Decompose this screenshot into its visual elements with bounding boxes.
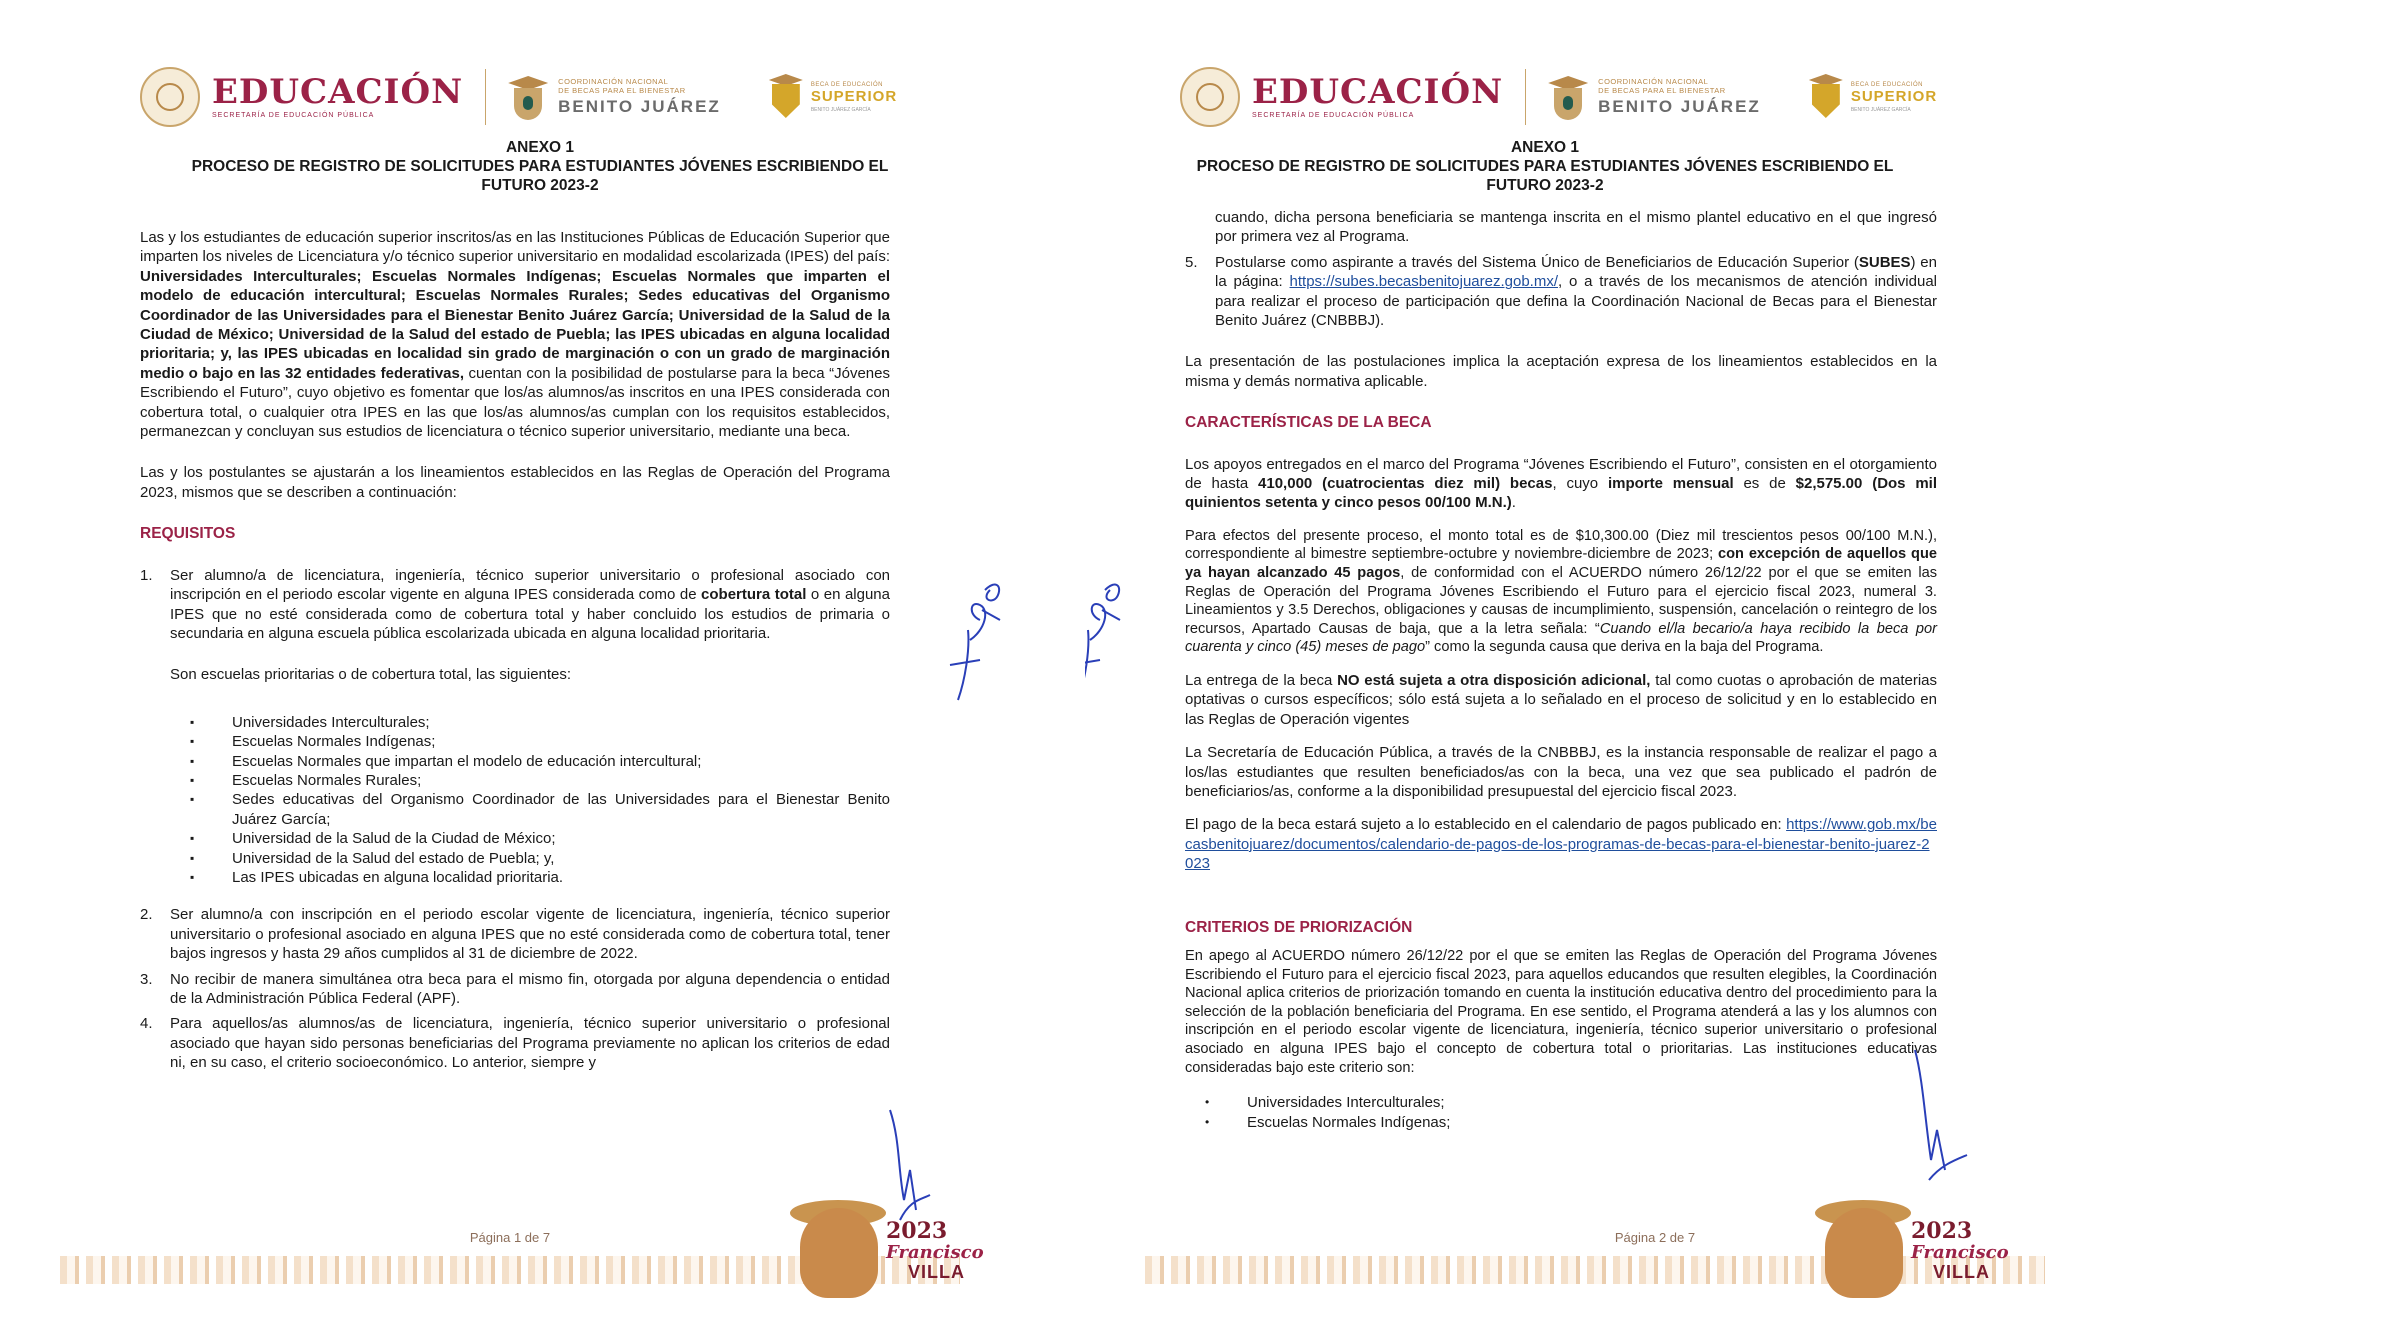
feature-text: , cuyo	[1552, 475, 1608, 493]
feature-text: , de conformidad con el ACUERDO número 26/12/22 por el que se emiten las Reglas de Operación del Programa Jóvenes Escribiendo el Futuro para el ejercicio fiscal 2023, numeral 3. Lineamientos y 3.5 Derechos, obligaciones y causas de incumplimiento, suspensión, cancelación o reintegro de los recursos, Apartado Causas de baja, que a la letra señala: “	[1185, 565, 1938, 637]
feature-bold: NO está sujeta a otra disposición adicional,	[1337, 672, 1651, 690]
requirement-4	[140, 1014, 890, 1072]
school-list-item: ▪ Sedes educativas del Organismo Coordinador de las Universidades para el Bienestar Benito Juárez García;	[190, 790, 890, 829]
feature-text: La entrega de la beca	[1185, 672, 1338, 690]
sep-logo-subtitle: SECRETARÍA DE EDUCACIÓN PÚBLICA	[1252, 112, 1415, 119]
school-list-item: ▪ Universidades Interculturales;	[190, 713, 890, 732]
document-title	[0, 138, 1080, 195]
cnbbbj-logo	[1598, 77, 1761, 117]
priorizacion-paragraph: En apego al ACUERDO número 26/12/22 por el que se emiten las Reglas de Operación del Programa Jóvenes Escribiendo el Futuro para el ejercicio fiscal 2023, para aquellos educandos que resulten elegibles, la Coordinación Nacional aplica criterios de priorización tomando en cuenta la institución educativa dentro del procedimiento para la selección de la población beneficiaria del Programa. En ese sentido, el Programa atenderá a las y los alumnos con inscripción en el periodo escolar vigente de licenciatura, ingeniería, técnico superior universitario o profesional asociado en alguna IPES bajo el concepto de cobertura total o prioritarias. Las instituciones educativas consideradas bajo este criterio son:	[1185, 948, 1937, 1076]
intro-text: Las y los estudiantes de educación superior inscritos/as en las Instituciones Públicas de Educación Superior que imparten los niveles de Licenciatura y/o técnico superior universitario en modalidad escolarizada (IPES) del país:	[140, 229, 890, 266]
logo-divider	[485, 69, 486, 125]
superior-line3: BENITO JUÁREZ GARCÍA	[1850, 106, 1911, 113]
feature-quote: Cuando el/la becario/a haya recibido la beca por cuarenta y cinco (45) meses de pago	[1185, 620, 1937, 656]
logo-divider	[1525, 69, 1526, 125]
cnbbbj-line1: COORDINACIÓN NACIONAL	[558, 77, 669, 86]
feature-text: El pago de la beca estará sujeto a lo establecido en el calendario de pagos publicado en:	[1185, 816, 1787, 834]
rules-paragraph: Las y los postulantes se ajustarán a los lineamientos establecidos en las Reglas de Operación del Programa 2023, mismos que se describen a continuación:	[140, 464, 890, 501]
feature-bold: importe mensual	[1607, 475, 1734, 493]
priorizacion-heading: CRITERIOS DE PRIORIZACIÓN	[1185, 918, 1413, 936]
graduation-shield-icon	[1548, 72, 1588, 122]
requirement-text: Ser alumno/a de licenciatura, ingeniería, técnico superior universitario o profesional asociado con inscripción en el periodo escolar vigente en alguna IPES considerada como de	[170, 566, 890, 604]
sep-logo	[1252, 72, 1504, 119]
requirement-text: Postularse como aspirante a través del Sistema Único de Beneficiarios de Educación Superior (	[1215, 253, 1859, 271]
school-list-item: ▪ Las IPES ubicadas en alguna localidad prioritaria.	[190, 868, 890, 887]
cnbbbj-name: BENITO JUÁREZ	[558, 97, 721, 116]
school-list-item: ▪ Universidad de la Salud del estado de Puebla; y,	[190, 849, 890, 868]
document-title	[1085, 138, 2085, 195]
sep-logo-subtitle: SECRETARÍA DE EDUCACIÓN PÚBLICA	[212, 112, 375, 119]
feature-bold: $2,575.00 (Dos mil quinientos setenta y cinco pesos 00/100 M.N.)	[1185, 475, 1938, 512]
school-list-item: ▪ Universidad de la Salud de la Ciudad de México;	[190, 829, 890, 848]
requirement-number: 1.	[140, 566, 153, 584]
superior-name: SUPERIOR	[810, 87, 898, 105]
cnbbbj-name: BENITO JUÁREZ	[1598, 97, 1761, 116]
priority-list-item: • Universidades Interculturales;	[1205, 1093, 1937, 1112]
villa-portrait-icon	[800, 1208, 878, 1298]
feature-bold: con excepción de aquellos que ya hayan alcanzado 45 pagos	[1185, 546, 1937, 582]
annex-label: ANEXO 1	[505, 139, 575, 156]
sep-logo	[212, 72, 464, 119]
header-logos	[1180, 62, 1937, 132]
feature-text: .	[1511, 494, 1516, 512]
subes-link[interactable]: https://subes.becasbenitojuarez.gob.mx/	[1289, 273, 1559, 291]
document-page-2	[1085, 0, 2165, 1320]
page-number: Página 2 de 7	[1614, 1230, 1696, 1245]
page1-body	[140, 228, 890, 1079]
page-number: Página 1 de 7	[469, 1230, 551, 1245]
intro-text-2: cuentan con la posibilidad de postularse para la beca “Jóvenes Escribiendo el Futuro”, cuyo objetivo es fomentar que los/as alumnos/as inscritos en una IPES considerada con cobertura total, o cualquier otra IPES en las que los/as alumnos/as cumplan con los requisitos establecidos, permanezcan y concluyan sus estudios de licenciatura o técnico superior universitario, mediante una beca.	[140, 364, 890, 441]
school-list-item: ▪ Escuelas Normales que impartan el modelo de educación intercultural;	[190, 752, 890, 771]
superior-name: SUPERIOR	[1850, 87, 1938, 105]
superior-line1: BECA DE EDUCACIÓN	[1850, 81, 1923, 88]
requirement-bold: cobertura total	[701, 586, 807, 604]
page2-body	[1185, 208, 1937, 1132]
sep-logo-title: EDUCACIÓN	[1252, 72, 1504, 112]
feature-bold: 410,000 (cuatrocientas diez mil) becas	[1258, 475, 1553, 493]
cnbbbj-line2: DE BECAS PARA EL BIENESTAR	[558, 86, 686, 95]
superior-line3: BENITO JUÁREZ GARCÍA	[810, 106, 871, 113]
title-line2: FUTURO 2023-2	[481, 177, 599, 194]
requirement-number: 3.	[140, 970, 153, 988]
requirement-3	[140, 970, 890, 1009]
intro-bold: Universidades Interculturales; Escuelas Normales Indígenas; Escuelas Normales que imparten el modelo de educación intercultural; Escuelas Normales Rurales; Sedes educativas del Organismo Coordinador de las Universidades para el Bienestar Benito Juárez García; Universidad de la Salud de la Ciudad de México; Universidad de la Salud del estado de Puebla; las IPES ubicadas en alguna localidad prioritaria; y, las IPES ubicadas en localidad sin grado de marginación o con un grado de marginación medio o bajo en las 32 entidades federativas,	[140, 267, 890, 382]
title-line1: PROCESO DE REGISTRO DE SOLICITUDES PARA ESTUDIANTES JÓVENES ESCRIBIENDO EL	[191, 158, 889, 175]
requirement-text: , o a través de los mecanismos de atención individual para realizar el proceso de participación que defina la Coordinación Nacional de Becas para el Bienestar Benito Juárez (CNBBBJ).	[1215, 273, 1937, 330]
feature-text: es de	[1733, 475, 1796, 493]
title-line2: FUTURO 2023-2	[1486, 177, 1604, 194]
superior-logo	[1851, 82, 1937, 113]
intro-paragraph	[140, 228, 890, 441]
school-list-item: ▪ Escuelas Normales Indígenas;	[190, 732, 890, 751]
requirement-number: 4.	[140, 1015, 153, 1033]
margin-initials-signature	[1085, 560, 1140, 720]
requirement-4-continued: cuando, dicha persona beneficiaria se mantenga inscrita en el mismo plantel educativo en el que ingresó por primera vez al Programa.	[1215, 209, 1937, 246]
title-line1: PROCESO DE REGISTRO DE SOLICITUDES PARA ESTUDIANTES JÓVENES ESCRIBIENDO EL	[1196, 158, 1894, 175]
cnbbbj-line2: DE BECAS PARA EL BIENESTAR	[1598, 86, 1726, 95]
emblem-name: Francisco	[886, 1242, 984, 1263]
schools-list	[190, 713, 890, 888]
feature-paragraph-4: La Secretaría de Educación Pública, a través de la CNBBBJ, es la instancia responsable de realizar el pago a los/las estudiantes que resulten beneficiados/as con la beca, una vez que sea publicado el padrón de beneficiarios/as, conforme a la disponibilidad presupuestal del ejercicio fiscal 2023.	[1185, 744, 1937, 801]
feature-paragraph-1	[1185, 455, 1937, 513]
emblem-surname: VILLA	[1933, 1262, 1990, 1282]
emblem-name: Francisco	[1911, 1242, 2009, 1263]
header-logos	[140, 62, 897, 132]
feature-paragraph-3	[1185, 671, 1937, 729]
document-page-1	[0, 0, 1080, 1320]
emblem-year: 2023	[1911, 1218, 1973, 1244]
emblem-year: 2023	[886, 1218, 948, 1244]
superior-logo	[811, 82, 897, 113]
feature-text: ” como la segunda causa que deriva en la baja del Programa.	[1425, 639, 1824, 656]
superior-line1: BECA DE EDUCACIÓN	[810, 81, 883, 88]
feature-text: tal como cuotas o aprobación de materias optativas o cursos específicos; sólo está sujeta a lo señalado en el proceso de solicitud y en lo establecido en las Reglas de Operación vigentes	[1185, 672, 1937, 728]
superior-shield-icon	[769, 74, 803, 120]
mexico-seal-icon	[140, 67, 200, 127]
feature-text: Los apoyos entregados en el marco del Programa “Jóvenes Escribiendo el Futuro”, consisten en el otorgamiento de hasta	[1185, 455, 1937, 493]
caracteristicas-heading: CARACTERÍSTICAS DE LA BECA	[1185, 414, 1432, 432]
requirement-number: 2.	[140, 906, 153, 924]
margin-initials-signature	[940, 560, 1020, 720]
francisco-villa-emblem	[1815, 1200, 2015, 1310]
requirement-5	[1185, 253, 1937, 331]
cnbbbj-line1: COORDINACIÓN NACIONAL	[1598, 77, 1709, 86]
feature-text: Para efectos del presente proceso, el monto total es de $10,300.00 (Diez mil trescientos pesos 00/100 M.N.), correspondiente al bimestre septiembre-octubre y noviembre-diciembre de 2023;	[1185, 527, 1937, 563]
feature-paragraph-5	[1185, 815, 1937, 873]
requirement-text: Ser alumno/a con inscripción en el periodo escolar vigente de licenciatura, ingeniería, técnico superior universitario o profesional asociado en alguna IPES que no esté considerada como de cobertura total, tener bajos ingresos y hasta 29 años cumplidos al 31 de diciembre de 2022.	[170, 906, 890, 963]
requirement-text: o en alguna IPES que no esté considerada como de cobertura total y haber concluido los estudios de primaria o secundaria en alguna escuela pública escolarizada ubicada en alguna localidad prioritaria.	[170, 586, 890, 642]
priority-institutions-list	[1205, 1093, 1937, 1132]
calendar-link[interactable]: https://www.gob.mx/becasbenitojuarez/documentos/calendario-de-pagos-de-los-programas-de-becas-para-el-bienestar-benito-juarez-2023	[1185, 816, 1937, 873]
acceptance-paragraph: La presentación de las postulaciones implica la aceptación expresa de los lineamientos establecidos en la misma y demás normativa aplicable.	[1185, 353, 1937, 390]
annex-label: ANEXO 1	[1510, 139, 1580, 156]
requirement-1	[140, 566, 890, 707]
sep-logo-title: EDUCACIÓN	[212, 72, 464, 112]
cnbbbj-logo	[558, 77, 721, 117]
requirement-text: ) en la página:	[1215, 253, 1937, 291]
superior-shield-icon	[1809, 74, 1843, 120]
villa-portrait-icon	[1825, 1208, 1903, 1298]
priority-list-item: • Escuelas Normales Indígenas;	[1205, 1113, 1937, 1132]
graduation-shield-icon	[508, 72, 548, 122]
requirement-2	[140, 905, 890, 963]
francisco-villa-emblem	[790, 1200, 990, 1310]
requirement-text: No recibir de manera simultánea otra beca para el mismo fin, otorgada por alguna dependencia o entidad de la Administración Pública Federal (APF).	[170, 970, 890, 1007]
schools-intro: Son escuelas prioritarias o de cobertura total, las siguientes:	[170, 666, 572, 684]
feature-paragraph-2	[1185, 527, 1937, 657]
requirement-number: 5.	[1185, 253, 1198, 271]
subes-acronym: SUBES	[1858, 253, 1911, 271]
school-list-item: ▪ Escuelas Normales Rurales;	[190, 771, 890, 790]
emblem-surname: VILLA	[908, 1262, 965, 1282]
requisitos-heading: REQUISITOS	[140, 525, 236, 543]
mexico-seal-icon	[1180, 67, 1240, 127]
requirement-text: Para aquellos/as alumnos/as de licenciatura, ingeniería, técnico superior universitario o profesional asociado que hayan sido personas beneficiarias del Programa previamente no aplican los criterios de edad ni, en su caso, el criterio socioeconómico. Lo anterior, siempre y	[170, 1015, 890, 1072]
